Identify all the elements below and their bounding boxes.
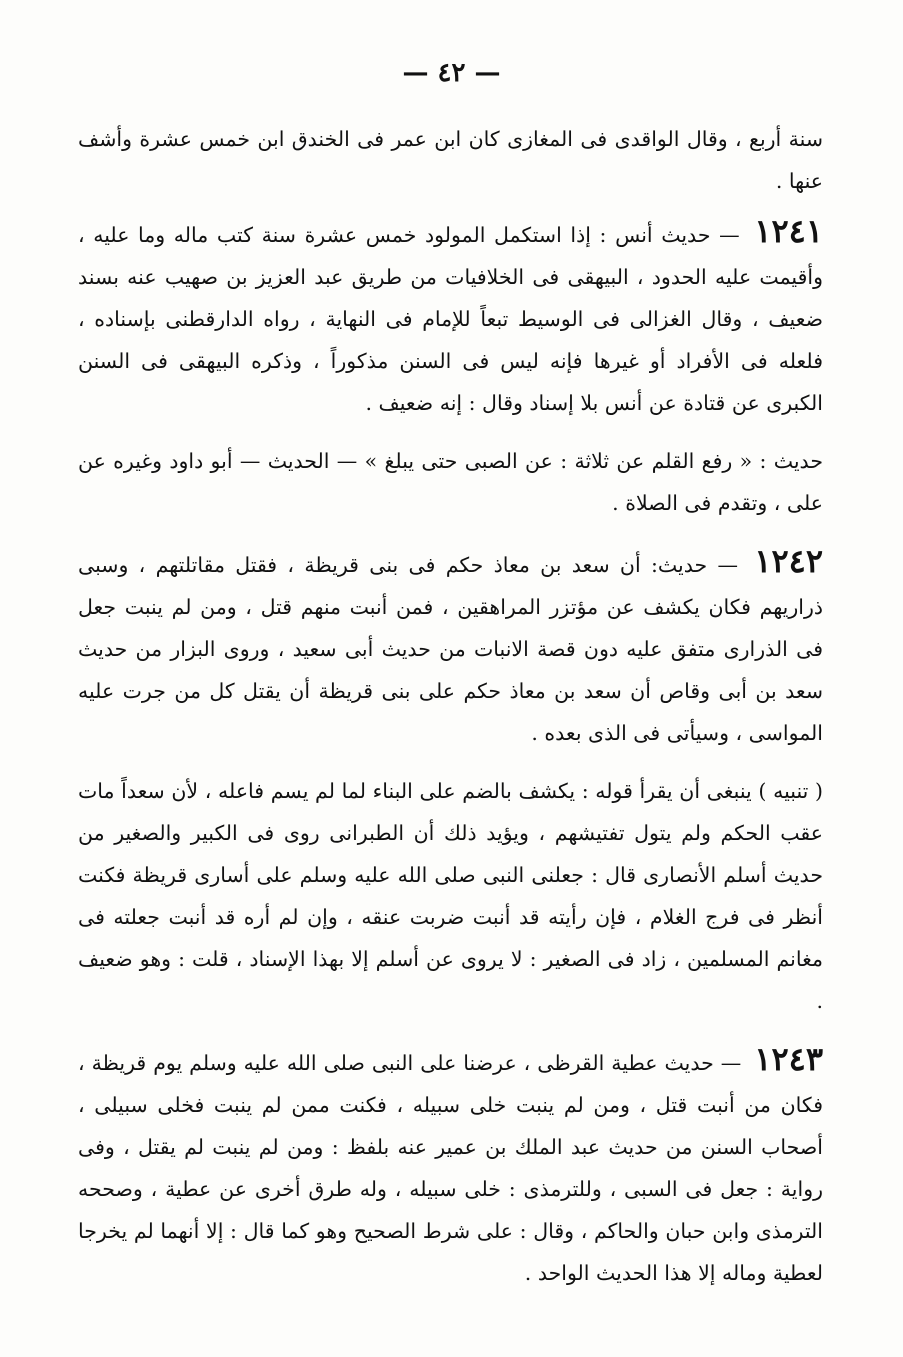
hadith-number: ١٢٤٣	[754, 1040, 823, 1078]
paragraph-tanbih	[78, 770, 823, 1022]
page-body	[78, 118, 823, 1302]
paragraph-text: حديث : « رفع القلم عن ثلاثة : عن الصبى حتى يبلغ » — الحديث — أبو داود وغيره عن على ، وتقدم فى الصلاة .	[78, 449, 823, 515]
paragraph-text: سنة أربع ، وقال الواقدى فى المغازى كان ابن عمر فى الخندق ابن خمس عشرة وأشف عنها .	[78, 127, 823, 193]
hadith-number: ١٢٤٢	[754, 542, 823, 580]
paragraph-text: — حديث: أن سعد بن معاذ حكم فى بنى قريظة ، فقتل مقاتلتهم ، وسبى ذراريهم فكان يكشف عن مؤتزر المراهقين ، فمن أنبت منهم قتل ، ومن لم ينبت جعل فى الذرارى متفق عليه دون قصة الانبات من حديث أبى سعيد ، وروى البزار من حديث سعد بن أبى وقاص أن سعد بن معاذ حكم على بنى قريظة أن يقتل كل من جرت عليه المواسى ، وسيأتى فى الذى بعده .	[78, 553, 824, 745]
paragraph-hadith-1242	[78, 540, 823, 754]
paragraph-hadith-1241	[78, 210, 823, 424]
paragraph-intro	[78, 118, 823, 202]
hadith-number: ١٢٤١	[754, 212, 823, 250]
paragraph-text: — حديث أنس : إذا استكمل المولود خمس عشرة سنة كتب ماله وما عليه ، وأقيمت عليه الحدود ، البيهقى فى الخلافيات من طريق عبد العزيز بن صهيب عنه بسند ضعيف ، وقال الغزالى فى الوسيط تبعاً للإمام فى النهاية ، رواه الدارقطنى بإسناده ، فلعله فى الأفراد أو غيرها فإنه ليس فى السنن مذكوراً ، وذكره البيهقى فى السنن الكبرى عن قتادة عن أنس بلا إسناد وقال : إنه ضعيف .	[78, 223, 823, 415]
paragraph-hadith-1243	[78, 1038, 823, 1294]
paragraph-raf-al-qalam	[78, 440, 823, 524]
paragraph-text: — حديث عطية القرظى ، عرضنا على النبى صلى الله عليه وسلم يوم قريظة ، فكان من أنبت قتل ، ومن لم ينبت خلى سبيله ، فكنت ممن لم ينبت فخلى سبيلى ، أصحاب السنن من حديث عبد الملك بن عمير عنه بلفظ : ومن لم ينبت لم يقتل ، وفى رواية : جعل فى السبى ، وللترمذى : خلى سبيله ، وله طرق أخرى عن عطية ، وصححه الترمذى وابن حبان والحاكم ، وقال : على شرط الصحيح وهو كما قال : إلا أنهما لم يخرجا لعطية وماله إلا هذا الحديث الواحد .	[78, 1051, 823, 1285]
paragraph-text: ( تنبيه ) ينبغى أن يقرأ قوله : يكشف بالضم على البناء لما لم يسم فاعله ، لأن سعداً مات عقب الحكم ولم يتول تفتيشهم ، ويؤيد ذلك أن الطبرانى روى فى الكبير والصغير من حديث أسلم الأنصارى قال : جعلنى النبى صلى الله عليه وسلم على أسارى قريظة فكنت أنظر فى فرج الغلام ، فإن رأيته قد أنبت ضربت عنقه ، وإن لم أره قد أنبت جعلته فى مغانم المسلمين ، زاد فى الصغير : لا يروى عن أسلم إلا بهذا الإسناد ، قلت : وهو ضعيف .	[78, 779, 823, 1013]
page-number: — ٤٢ —	[402, 58, 501, 88]
